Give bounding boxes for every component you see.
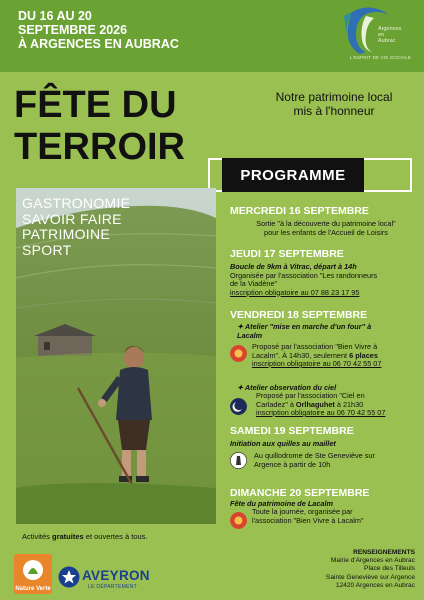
nature-verte-logo-text: Nature Verte: [15, 586, 51, 592]
free-activities-note: [22, 532, 148, 541]
wednesday-line-1: Sortie "à la découverte du patrimoine local": [256, 219, 396, 228]
thursday-line-3: de la Viadène": [230, 279, 278, 288]
title-line-2: TERROIR: [14, 126, 185, 168]
logo-name-line-3: Aubrac: [378, 38, 396, 44]
friday-workshop-1-title-line-1: [237, 323, 417, 332]
dates-line-2: SEPTEMBRE 2026: [18, 23, 128, 37]
saturday-details: [254, 452, 418, 469]
quilles-logo-icon: [230, 452, 247, 469]
contact-line: Place des Tilleuls: [364, 565, 415, 573]
tagline: [254, 90, 414, 118]
wednesday-description: [236, 220, 416, 237]
day-heading-friday: VENDREDI 18 SEPTEMBRE: [230, 309, 368, 321]
logo-name: [378, 26, 418, 44]
day-heading-saturday: SAMEDI 19 SEPTEMBRE: [230, 425, 354, 437]
thursday-signup: [230, 289, 416, 298]
theme-item: SPORT: [22, 241, 72, 258]
sunday-line-1: Toute la journée, organisée par: [252, 507, 353, 516]
saturday-line-2: Argence à partir de 10h: [254, 459, 331, 469]
event-dates: [18, 9, 238, 51]
logo-name-line-2: en: [378, 32, 385, 38]
themes-list: [22, 196, 130, 258]
friday-workshop-2-line-1: Proposé par l'association "Ciel en: [256, 391, 365, 400]
note-pre: Activités: [22, 532, 53, 541]
thursday-line-2: Organisée par l'association "Les randonneurs: [230, 270, 378, 280]
friday-workshop-1-time: Lacalm". À 14h30, seulement: [252, 350, 350, 360]
tagline-line-1: Notre patrimoine local: [275, 90, 393, 104]
thursday-description: [230, 263, 416, 297]
saturday-title: Initiation aux quilles au maillet: [230, 439, 336, 448]
theme-item: SAVOIR FAIRE: [22, 210, 122, 227]
logo-subtitle: L'ESPRIT DE VIE SOCIALE: [350, 55, 411, 60]
signup-label: inscription obligatoire au: [230, 287, 311, 297]
bien-vivre-lacalm-logo-icon: [230, 345, 247, 362]
friday-workshop-1-signup[interactable]: inscription obligatoire au 06 70 42 55 07: [252, 359, 382, 368]
friday-workshop-1-line-1: Proposé par l'association "Bien Vivre à: [252, 342, 378, 351]
ciel-en-carladez-logo-icon: [230, 398, 247, 415]
dates-line-3: À ARGENCES EN AUBRAC: [18, 37, 179, 51]
page-title: [14, 84, 185, 168]
contact-heading: RENSEIGNEMENTS: [353, 549, 415, 556]
contact-info: [300, 549, 415, 590]
friday-workshop-2-time: à 21h30: [334, 399, 364, 409]
day-heading-wednesday: MERCREDI 16 SEPTEMBRE: [230, 205, 369, 217]
bullet-star-icon: ✦: [237, 383, 245, 392]
friday-workshop-1-title-line-2: Lacalm: [237, 330, 263, 340]
friday-workshop-1-details: [252, 343, 418, 369]
friday-workshop-2-details: [256, 392, 418, 418]
friday-workshop-2-signup[interactable]: inscription obligatoire au 06 70 42 55 07: [256, 408, 386, 417]
bullet-star-icon: ✦: [237, 322, 245, 331]
title-line-1: FÊTE DU: [14, 84, 177, 126]
contact-line: Mairie d'Argences en Aubrac: [330, 557, 415, 565]
friday-workshop-2-place: Orlhaguhet: [295, 399, 335, 409]
contact-line: 12420 Argences en Aubrac: [335, 581, 415, 589]
signup-phone[interactable]: 07 88 23 17 95: [310, 287, 360, 297]
nature-verte-logo: [14, 554, 52, 594]
friday-workshop-1-places: 6 places: [349, 350, 378, 360]
sunday-title: Fête du patrimoine de Lacalm: [230, 499, 333, 508]
thursday-title: Boucle de 9km à Vitrac, départ à 14h: [230, 262, 357, 271]
sunday-details: [252, 508, 418, 525]
friday-workshop-2-line-2-pre: Carladez" à: [256, 399, 296, 409]
tagline-line-2: mis à l'honneur: [293, 104, 375, 118]
day-heading-thursday: JEUDI 17 SEPTEMBRE: [230, 248, 344, 260]
friday-workshop-1-title-text: Atelier "mise en marche d'un four" à: [244, 322, 372, 331]
theme-item: PATRIMOINE: [22, 226, 111, 242]
friday-workshop-2-title-text: Atelier observation du ciel: [244, 383, 337, 392]
contact-line: Sainte Geneviève sur Argence: [325, 573, 415, 581]
note-post: et ouvertes à tous.: [83, 532, 148, 541]
dates-line-1: DU 16 AU 20: [18, 9, 92, 23]
day-heading-sunday: DIMANCHE 20 SEPTEMBRE: [230, 487, 370, 499]
sunday-line-2: l'association "Bien Vivre à Lacalm": [252, 515, 364, 525]
logo-name-line-1: Argences: [378, 26, 402, 32]
programme-frame: [208, 158, 412, 192]
theme-item: GASTRONOMIE: [22, 195, 131, 211]
aveyron-wordmark: AVEYRON: [82, 568, 150, 583]
saturday-line-1: Au quillodrome de Ste Geneviève sur: [254, 451, 375, 460]
bien-vivre-lacalm-logo-icon: [230, 512, 247, 529]
friday-workshop-1-title: [237, 323, 417, 340]
programme-label: PROGRAMME: [222, 158, 364, 192]
aveyron-subtitle: LE DÉPARTEMENT: [88, 584, 138, 590]
note-free: gratuites: [52, 532, 84, 541]
aveyron-star-logo-icon: [58, 566, 80, 588]
wednesday-line-2: pour les enfants de l'Accueil de Loisirs: [264, 227, 388, 237]
